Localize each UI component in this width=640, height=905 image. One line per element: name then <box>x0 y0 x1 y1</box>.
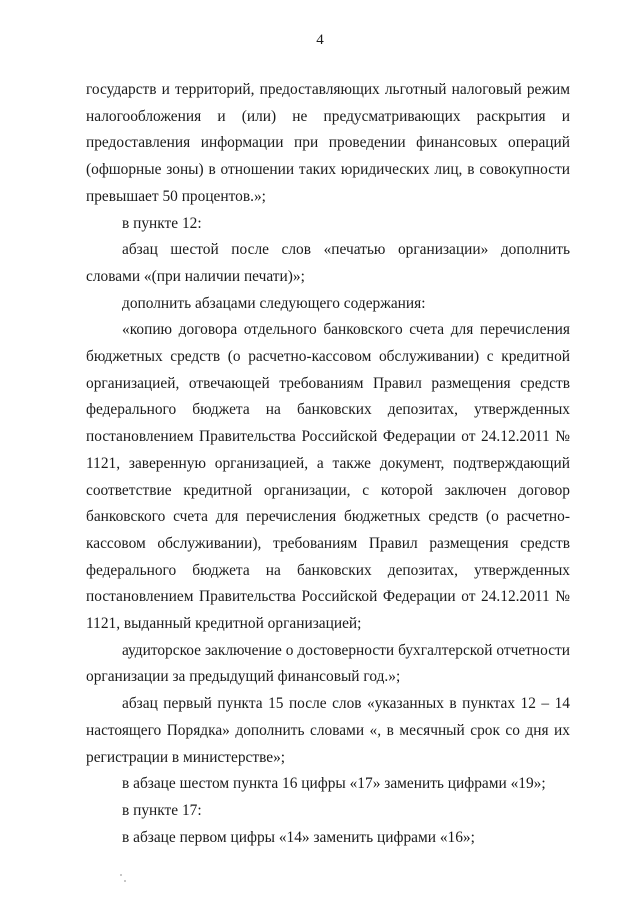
paragraph: абзац шестой после слов «печатью организации» дополнить словами «(при наличии печати)»; <box>86 241 570 285</box>
paragraph: в пункте 17: <box>122 801 202 819</box>
paragraph: государств и территорий, предоставляющих льготный налоговый режим налогообложения и (или) не предусматривающих раскрытия и предоставления информации при проведении финансовых операций (офшорные зоны) в отношении таких юридических лиц, в совокупности превышает 50 процентов.»; <box>86 81 570 205</box>
paragraph: в пункте 12: <box>122 214 202 232</box>
page-number: 4 <box>316 32 324 48</box>
scan-speck <box>124 880 126 882</box>
paragraph: в абзаце шестом пункта 16 цифры «17» заменить цифрами «19»; <box>122 775 546 793</box>
paragraph: в абзаце первом цифры «14» заменить цифрами «16»; <box>122 828 475 846</box>
paragraph: абзац первый пункта 15 после слов «указанных в пунктах 12 – 14 настоящего Порядка» дополнить словами «, в месячный срок со дня их регистрации в министерстве»; <box>86 695 570 766</box>
document-body <box>86 77 570 851</box>
paragraph: «копию договора отдельного банковского счета для перечисления бюджетных средств (о расчетно-кассовом обслуживании) с кредитной организацией, отвечающей требованиям Правил размещения средств федерального бюджета на банковских депозитах, утвержденных постановлением Правительства Российской Федерации от 24.12.2011 № 1121, заверенную организацией, а также документ, подтверждающий соответствие кредитной организации, с которой заключен договор банковского счета для перечисления бюджетных средств (о расчетно-кассовом обслуживании), требованиям Правил размещения средств федерального бюджета на банковских депозитах, утвержденных постановлением Правительства Российской Федерации от 24.12.2011 № 1121, выданный кредитной организацией; <box>86 321 570 633</box>
paragraph: аудиторское заключение о достоверности бухгалтерской отчетности организации за предыдущий финансовый год.»; <box>86 641 570 686</box>
paragraph: дополнить абзацами следующего содержания: <box>122 294 426 312</box>
scan-speck <box>120 874 122 876</box>
